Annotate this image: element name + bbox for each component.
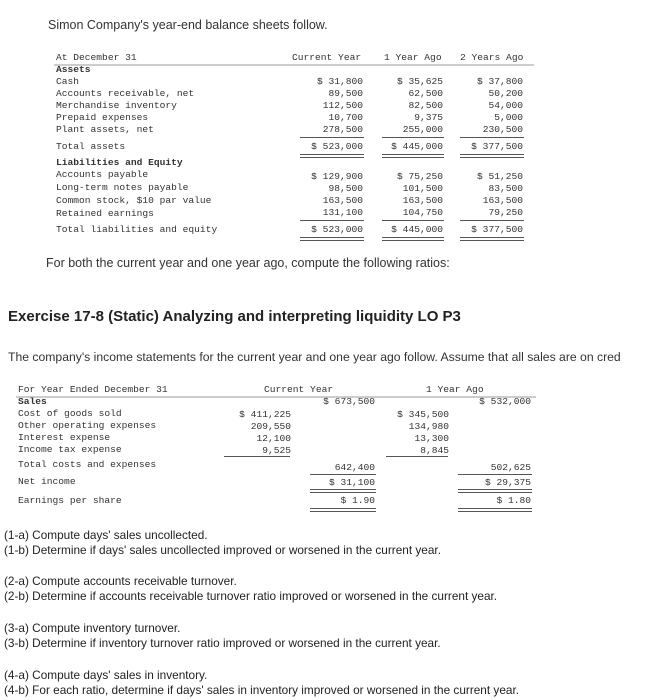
cell-cy: 131,100 [322,207,363,218]
total-assets-2y: $ 377,500 [471,141,523,152]
cell-1y: 9,375 [414,112,443,123]
question-4b: (4-b) For each ratio, determine if days' sales in inventory improved or worsened in the current year. [4,683,519,697]
cell-cy: $ 129,900 [311,171,363,182]
row-label: Income tax expense [18,444,122,455]
exercise-title: Exercise 17-8 (Static) Analyzing and interpreting liquidity LO P3 [8,308,461,325]
cell-1y: $ 35,625 [396,76,443,87]
question-1b: (1-b) Determine if days' sales uncollected improved or worsened in the current year. [4,543,441,557]
cell-1y: 101,500 [402,183,443,194]
total-liab-2y: $ 377,500 [471,224,523,235]
cell-2y: 50,200 [488,88,523,99]
assets-label: Assets [56,64,91,75]
intro-text: Simon Company's year-end balance sheets follow. [48,18,328,32]
question-4a: (4-a) Compute days' sales in inventory. [4,668,208,682]
question-2b: (2-b) Determine if accounts receivable turnover ratio improved or worsened in the current year. [4,589,498,603]
row-label: Cost of goods sold [18,408,122,419]
cell-cy: 278,500 [322,124,363,135]
net-income-cy: $ 31,100 [328,477,375,488]
cell-1y: 134,980 [408,421,449,432]
bs-header-current: Current Year [292,52,362,63]
cell-2y: 230,500 [482,124,523,135]
row-label: Merchandise inventory [56,100,177,111]
eps-label: Earnings per share [18,495,122,506]
income-intro: The company's income statements for the current year and one year ago follow. Assume that all sales are on cred [8,350,621,364]
cell-2y: 83,500 [488,183,523,194]
bs-header-1yr: 1 Year Ago [384,52,442,63]
total-liab-label: Total liabilities and equity [56,224,218,235]
total-assets-1y: $ 445,000 [391,141,443,152]
cell-cy: $ 411,225 [239,409,291,420]
cell-1y: 104,750 [402,207,443,218]
total-costs-label: Total costs and expenses [18,459,157,470]
is-header-label: For Year Ended December 31 [18,384,168,395]
bs-header-label: At December 31 [56,52,137,63]
cell-2y: $ 37,800 [476,76,523,87]
ratios-prompt: For both the current year and one year ago, compute the following ratios: [46,256,450,270]
total-costs-cy: 642,400 [334,462,375,473]
cell-1y: 8,845 [420,445,449,456]
total-liab-1y: $ 445,000 [391,224,443,235]
cell-cy: 89,500 [328,88,363,99]
net-income-label: Net income [18,476,76,487]
total-liab-cy: $ 523,000 [311,224,363,235]
cell-2y: $ 51,250 [476,171,523,182]
row-label: Retained earnings [56,208,154,219]
question-3a: (3-a) Compute inventory turnover. [4,621,181,635]
question-1a: (1-a) Compute days' sales uncollected. [4,528,208,542]
cell-cy: 209,550 [250,421,291,432]
row-label: Cash [56,76,80,87]
sales-label: Sales [18,396,47,407]
row-label: Long-term notes payable [56,182,189,193]
cell-cy: 98,500 [328,183,363,194]
eps-1y: $ 1.80 [496,495,531,506]
cell-cy: 9,525 [262,445,291,456]
cell-cy: 112,500 [322,100,363,111]
liabilities-label: Liabilities and Equity [56,157,183,168]
cell-1y: 163,500 [402,195,443,206]
question-2a: (2-a) Compute accounts receivable turnover. [4,574,237,588]
cell-cy: 10,700 [328,112,363,123]
cell-2y: 5,000 [494,112,523,123]
total-costs-1y: 502,625 [490,462,531,473]
cell-1y: 255,000 [402,124,443,135]
cell-1y: $ 75,250 [396,171,443,182]
cell-2y: 163,500 [482,195,523,206]
cell-cy: 12,100 [256,433,291,444]
cell-2y: 54,000 [488,100,523,111]
row-label: Common stock, $10 par value [56,195,212,206]
is-header-1yr: 1 Year Ago [426,384,484,395]
cell-2y: 79,250 [488,207,523,218]
is-header-current: Current Year [264,384,334,395]
row-label: Plant assets, net [56,124,154,135]
row-label: Prepaid expenses [56,112,149,123]
cell-1y: 62,500 [408,88,443,99]
sales-cy: $ 673,500 [323,396,375,407]
eps-cy: $ 1.90 [340,495,375,506]
sales-1y: $ 532,000 [479,396,531,407]
total-assets-label: Total assets [56,141,126,152]
cell-cy: 163,500 [322,195,363,206]
row-label: Accounts receivable, net [56,88,195,99]
cell-1y: $ 345,500 [397,409,449,420]
net-income-1y: $ 29,375 [484,477,531,488]
bs-header-2yr: 2 Years Ago [460,52,524,63]
cell-cy: $ 31,800 [316,76,363,87]
total-assets-cy: $ 523,000 [311,141,363,152]
cell-1y: 13,300 [414,433,449,444]
row-label: Other operating expenses [18,420,157,431]
cell-1y: 82,500 [408,100,443,111]
row-label: Interest expense [18,432,111,443]
question-3b: (3-b) Determine if inventory turnover ratio improved or worsened in the current year. [4,636,441,650]
row-label: Accounts payable [56,169,149,180]
